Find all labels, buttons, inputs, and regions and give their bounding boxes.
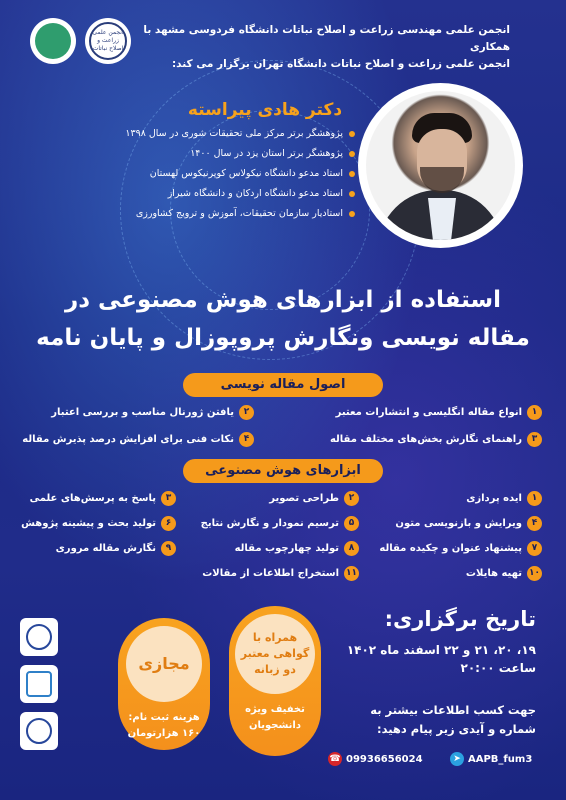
event-time: ساعت ۲۰:۰۰ [460, 661, 536, 675]
item-text: ویرایش و بازنویسی متون [395, 517, 522, 529]
item-text: یافتن ژورنال مناسب و بررسی اعتبار [51, 406, 234, 418]
discount-label: تخفیف ویژه [245, 704, 305, 715]
event-days: ۱۹، ۲۰، ۲۱ و ۲۲ اسفند ماه ۱۴۰۲ [346, 643, 536, 657]
telegram-icon: ➤ [450, 752, 464, 766]
telegram-contact[interactable] [450, 752, 532, 766]
item-text: ایده پردازی [466, 492, 522, 504]
badge-text: همراه با [252, 631, 298, 644]
header-line-1: انجمن علمی مهندسی زراعت و اصلاح نباتات دانشگاه فردوسی مشهد با همکاری [143, 24, 510, 53]
bio-item: پژوهشگر برتر مرکز ملی تحقیقات شوری در سال ۱۳۹۸ [95, 124, 355, 144]
item-text: نکات فنی برای افزایش درصد پذیرش مقاله [22, 433, 234, 445]
item-text: پاسخ به پرسش‌های علمی [29, 492, 156, 504]
title-line-2: مقاله نویسی ونگارش پروپوزال و پایان نامه [36, 325, 530, 351]
item-text: پیشنهاد عنوان و چکیده مقاله [379, 542, 522, 554]
badge-text: دو زبانه [254, 663, 296, 676]
list-item [56, 541, 176, 556]
item-text: استخراج اطلاعات از مقالات [202, 567, 339, 579]
item-text: راهنمای نگارش بخش‌های مختلف مقاله [329, 433, 522, 445]
bio-item: استاد مدعو دانشگاه نیکولاس کوپرنیکوس لهستان [95, 164, 355, 184]
university-logo [30, 18, 76, 64]
header-line-2: انجمن علمی زراعت و اصلاح نباتات دانشگاه تهران برگزار می کند: [171, 58, 510, 70]
item-number: ۱ [527, 405, 542, 420]
ferdowsi-university-logo [20, 618, 58, 656]
list-item [379, 541, 542, 556]
speaker-bio-list [95, 124, 355, 224]
telegram-id: AAPB_fum3 [468, 753, 533, 765]
list-item [395, 516, 542, 531]
event-date-block [336, 605, 536, 675]
discount-target: دانشجویان [248, 720, 301, 731]
section-ai-tools: ابزارهای هوش مصنوعی [183, 459, 383, 483]
list-item [235, 541, 359, 556]
list-item [202, 566, 359, 581]
association-logo: انجمن علمی زراعت و اصلاح نباتات [85, 18, 131, 64]
phone-contact[interactable] [328, 752, 423, 766]
info-line-1: جهت کسب اطلاعات بیشتر به [370, 703, 536, 717]
virtual-circle: مجازی [126, 626, 202, 702]
date-title: تاریخ برگزاری: [384, 607, 536, 631]
virtual-badge [118, 618, 210, 750]
contact-info-text [336, 701, 536, 739]
list-item [22, 432, 254, 447]
certificate-badge [229, 606, 321, 756]
item-text: ترسیم نمودار و نگارش نتایج [200, 517, 339, 529]
item-text: تهیه هایلات [465, 567, 522, 579]
item-number: ۱۰ [527, 566, 542, 581]
list-item [466, 566, 542, 581]
bio-item: پژوهشگر برتر استان یزد در سال ۱۴۰۰ [95, 144, 355, 164]
item-text: تولید چهارچوب مقاله [234, 542, 339, 554]
item-number: ۹ [161, 541, 176, 556]
list-item [330, 432, 542, 447]
item-number: ۸ [344, 541, 359, 556]
certificate-circle [235, 614, 315, 694]
list-item [269, 491, 359, 506]
item-number: ۲ [344, 491, 359, 506]
list-item [336, 405, 542, 420]
item-number: ۲ [239, 405, 254, 420]
header-text [140, 22, 510, 73]
info-line-2: شماره و آیدی زیر پیام دهید: [376, 722, 536, 736]
tehran-association-logo [20, 665, 58, 703]
item-number: ۳ [527, 432, 542, 447]
phone-number: 09936656024 [346, 753, 423, 765]
speaker-name: دکتر هادی پیراسته [187, 100, 343, 120]
title-line-1: استفاده از ابزارهای هوش مصنوعی در [64, 287, 502, 313]
badge-text: گواهی معتبر [240, 647, 310, 660]
item-number: ۱۱ [344, 566, 359, 581]
phone-icon: ☎ [329, 754, 341, 764]
item-number: ۴ [239, 432, 254, 447]
list-item [51, 405, 254, 420]
list-item [21, 516, 176, 531]
fee-amount: ۱۶۰ هزارتومان [127, 728, 201, 739]
list-item [466, 491, 542, 506]
tehran-university-logo [20, 712, 58, 750]
speaker-photo [358, 83, 523, 248]
list-item [30, 491, 176, 506]
item-number: ۵ [344, 516, 359, 531]
list-item [201, 516, 359, 531]
item-text: نگارش مقاله مروری [55, 542, 156, 554]
item-number: ۳ [161, 491, 176, 506]
section-writing-principles: اصول مقاله نویسی [183, 373, 383, 397]
item-text: تولید بحث و پیشینه پژوهش [21, 517, 156, 529]
main-title [20, 281, 546, 357]
item-number: ۷ [527, 541, 542, 556]
item-number: ۴ [527, 516, 542, 531]
bio-item: استاد مدعو دانشگاه اردکان و دانشگاه شیراز [95, 184, 355, 204]
item-number: ۱ [527, 491, 542, 506]
bio-item: استادیار سازمان تحقیقات، آموزش و ترویج کشاورزی [95, 204, 355, 224]
item-text: طراحی تصویر [269, 492, 339, 504]
item-number: ۶ [161, 516, 176, 531]
fee-label: هزینه ثبت نام: [128, 712, 200, 723]
item-text: انواع مقاله انگلیسی و انتشارات معتبر [335, 406, 522, 418]
